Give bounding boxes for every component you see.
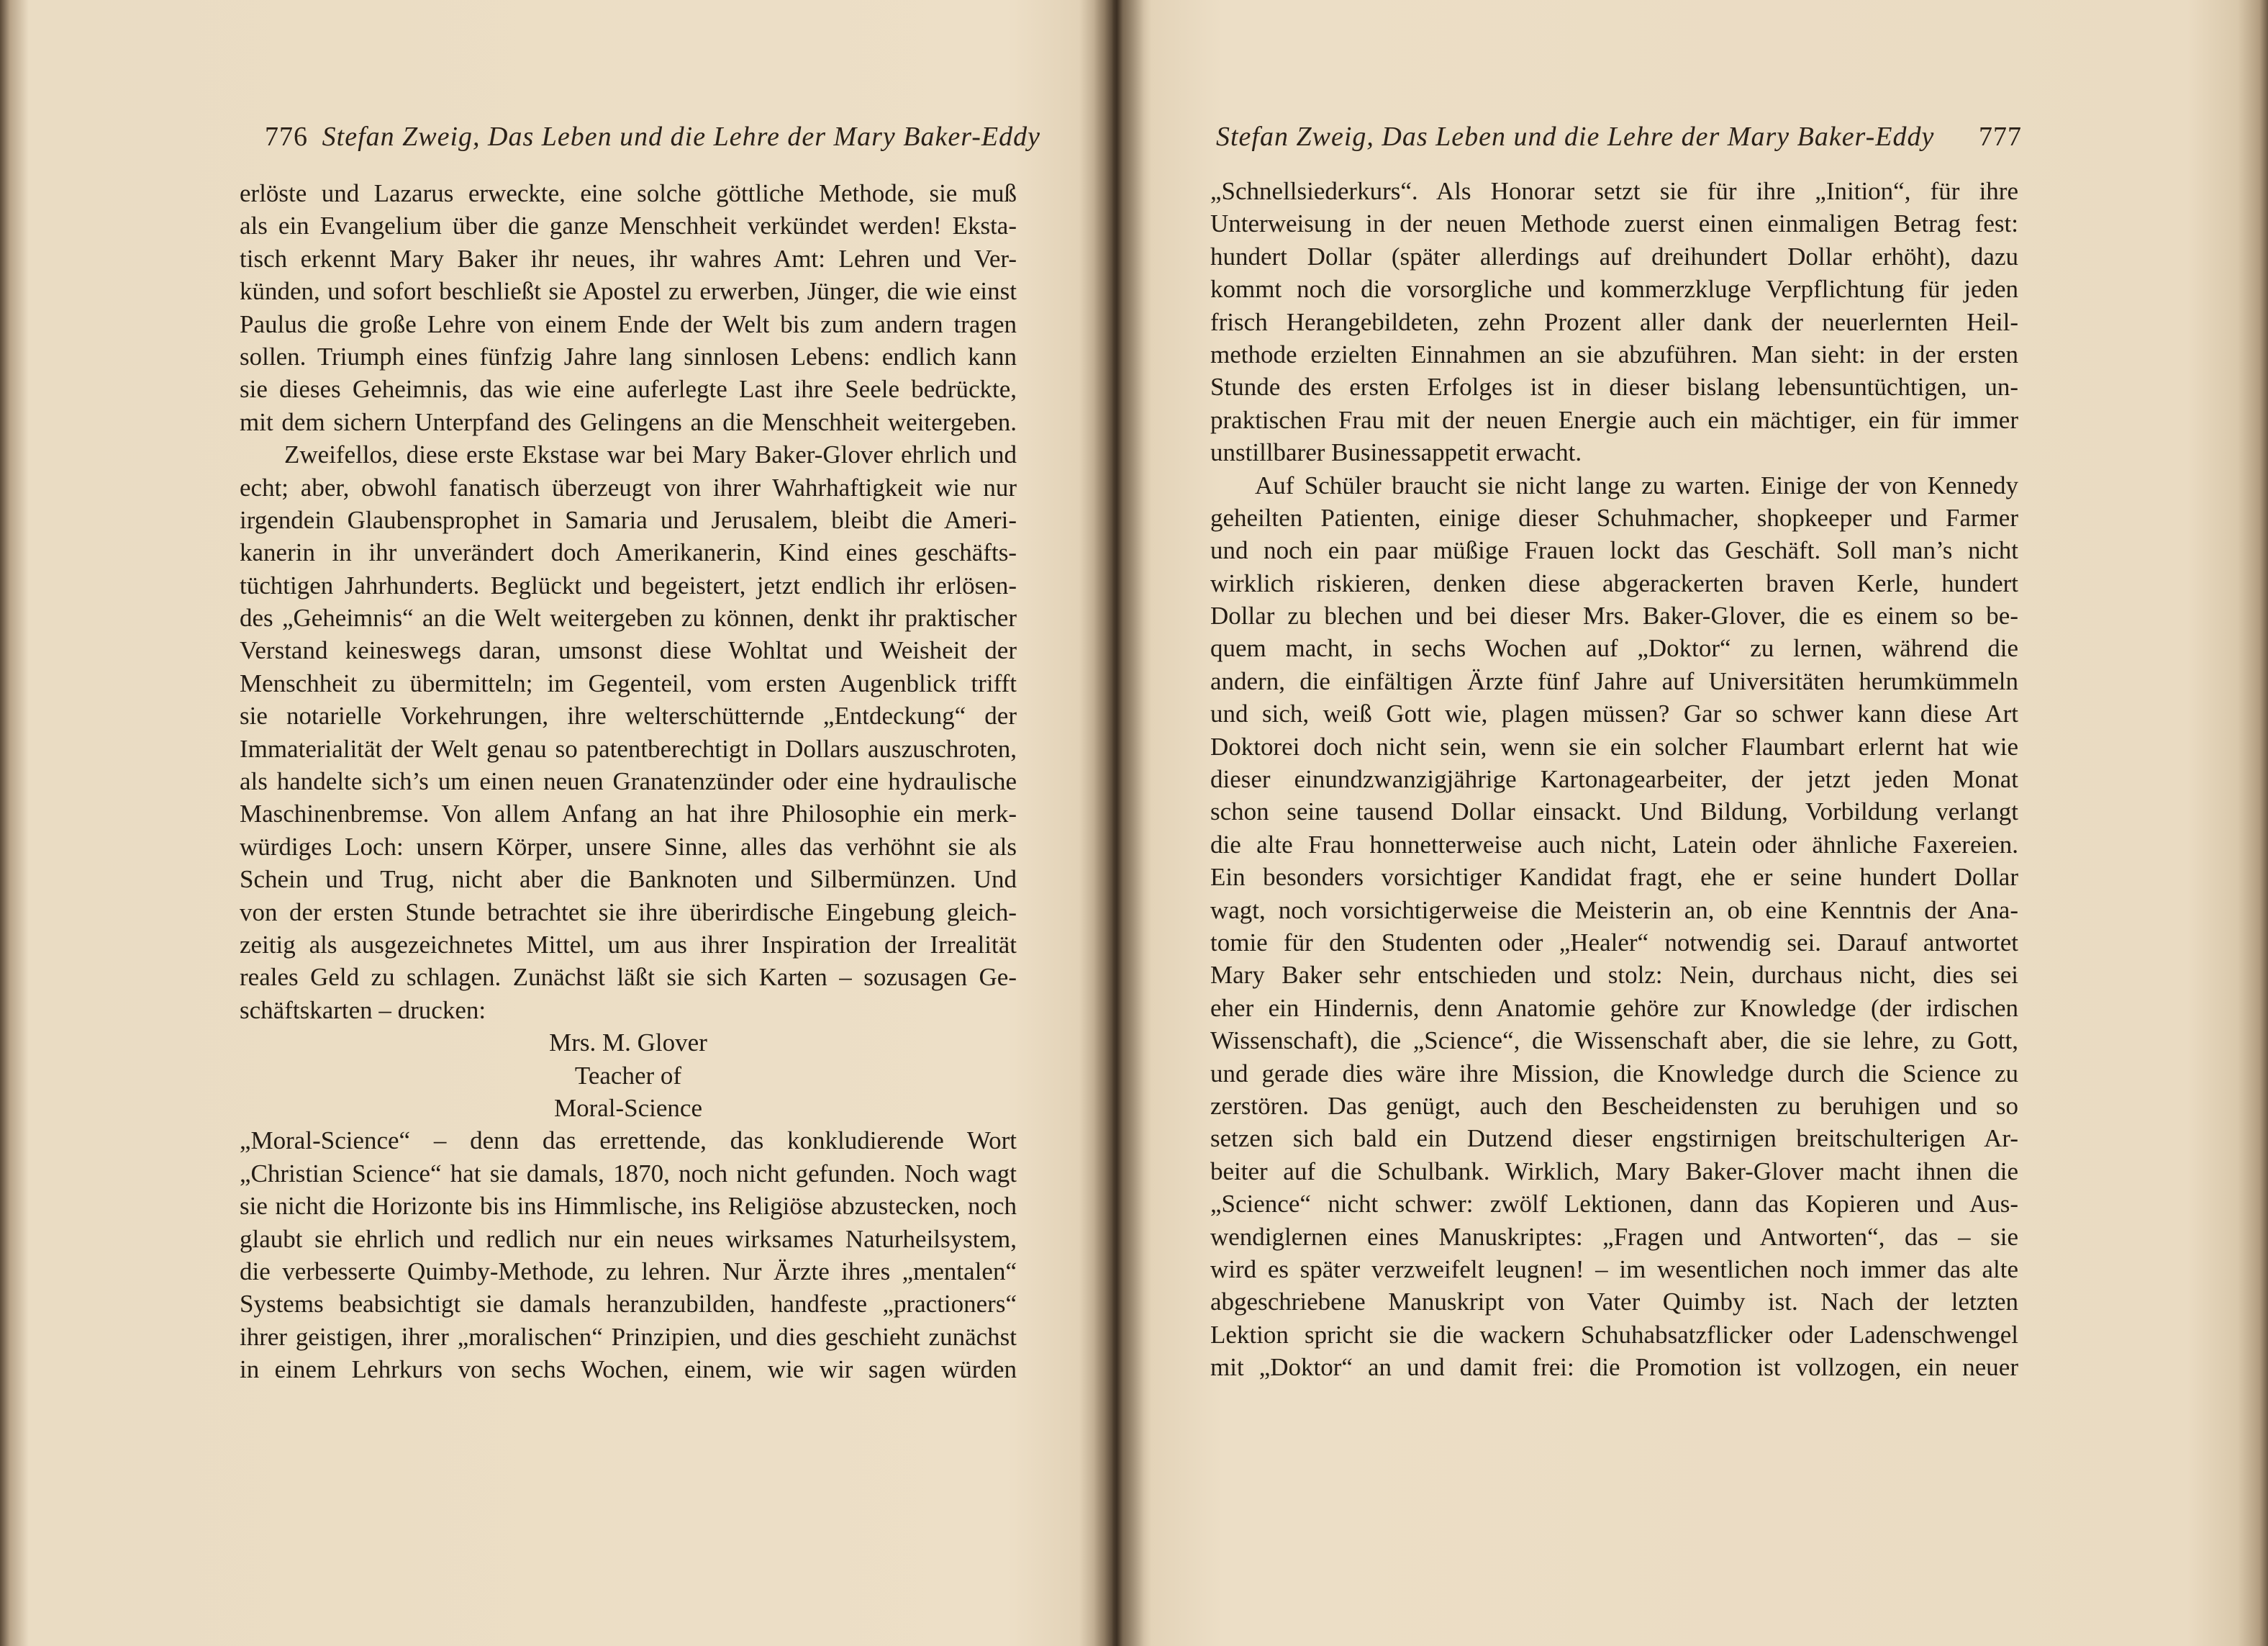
right-page — [1117, 0, 2268, 1646]
text-line: schon seine tausend Dollar einsackt. Und Bildung, Vorbildung verlangt — [1210, 797, 2018, 826]
text-line: unstillbarer Businessappetit erwacht. — [1210, 438, 1582, 467]
text-line: Zweifellos, diese erste Ekstase war bei Mary Baker-Glover ehrlich und — [284, 440, 1017, 469]
text-line: Immaterialität der Welt genau so patentberechtigt in Dollars auszuschroten, — [240, 734, 1017, 763]
text-line: geheilten Patienten, einige dieser Schuhmacher, shopkeeper und Farmer — [1210, 503, 2018, 532]
text-line: beiter auf die Schulbank. Wirklich, Mary Baker-Glover macht ihnen die — [1210, 1157, 2018, 1185]
text-line: kommt noch die vorsorgliche und kommerzkluge Verpflichtung für jeden — [1210, 275, 2018, 304]
text-line: zeitig als ausgezeichnetes Mittel, um aus ihrer Inspiration der Irrealität — [240, 930, 1017, 959]
text-line: wirklich riskieren, denken diese abgerackerten braven Kerle, hundert — [1210, 569, 2018, 597]
text-line: sie notarielle Vorkehrungen, ihre welterschütternde „Entdeckung“ der — [240, 702, 1017, 731]
text-line: Menschheit zu übermitteln; im Gegenteil, vom ersten Augenblick trifft — [240, 669, 1017, 697]
text-line: und gerade dies wäre ihre Mission, die Knowledge durch die Science zu — [1210, 1059, 2018, 1087]
text-line: praktischen Frau mit der neuen Energie auch ein mächtiger, ein für immer — [1210, 405, 2018, 434]
text-line: dieser einundzwanzigjährige Kartonagearbeiter, der jetzt jeden Monat — [1210, 765, 2018, 794]
text-line: reales Geld zu schlagen. Zunächst läßt sie sich Karten – sozusagen Ge- — [240, 963, 1017, 992]
card-line-name: Mrs. M. Glover — [549, 1028, 707, 1057]
text-line: Systems beabsichtigt sie damals heranzubilden, handfeste „practioners“ — [240, 1290, 1017, 1319]
text-line: künden, und sofort beschließt sie Apostel zu erwerben, Jünger, die wie einst — [240, 277, 1017, 306]
card-line-role: Teacher of — [574, 1061, 682, 1090]
text-line: Auf Schüler braucht sie nicht lange zu warten. Einige der von Kennedy — [1255, 471, 2018, 499]
text-line: in einem Lehrkurs von sechs Wochen, einem, wie wir sagen würden — [240, 1355, 1017, 1384]
text-line: mit „Doktor“ an und damit frei: die Promotion ist vollzogen, ein neuer — [1210, 1353, 2018, 1382]
text-line: Ein besonders vorsichtiger Kandidat fragt, ehe er seine hundert Dollar — [1210, 863, 2018, 892]
text-line: ihrer geistigen, ihrer „moralischen“ Prinzipien, und dies geschieht zunächst — [240, 1322, 1017, 1351]
text-line: und sich, weiß Gott wie, plagen müssen? Gar so schwer kann diese Art — [1210, 700, 2018, 728]
text-line: Lektion spricht sie die wackern Schuhabsatzflicker oder Ladenschwengel — [1210, 1320, 2018, 1349]
text-line: irgendein Glaubensprophet in Samaria und Jerusalem, bleibt die Ameri- — [240, 505, 1017, 534]
left-page-header — [265, 115, 1040, 158]
text-line: wird es später verzweifelt leugnen! – im wesentlichen noch immer das alte — [1210, 1254, 2018, 1283]
page-number: 777 — [1979, 122, 2022, 152]
text-line: sollen. Triumph eines fünfzig Jahre lang sinnlosen Lebens: endlich kann — [240, 342, 1017, 371]
text-line: echt; aber, obwohl fanatisch überzeugt von ihrer Wahrhaftigkeit wie nur — [240, 473, 1017, 502]
text-line: kanerin in ihr unverändert doch Amerikanerin, Kind eines geschäfts- — [240, 538, 1017, 567]
text-line: „Christian Science“ hat sie damals, 1870, noch nicht gefunden. Noch wagt — [240, 1159, 1017, 1188]
left-page-body — [240, 177, 1017, 1385]
text-line: Unterweisung in der neuen Methode zuerst einen einmaligen Betrag fest: — [1210, 209, 2018, 238]
text-line: Schein und Trug, nicht aber die Banknoten und Silbermünzen. Und — [240, 865, 1017, 894]
text-line: tomie für den Studenten oder „Healer“ notwendig sei. Darauf antwortet — [1210, 928, 2018, 957]
text-line: Verstand keineswegs daran, umsonst diese Wohltat und Weisheit der — [240, 636, 1017, 665]
text-line: als ein Evangelium über die ganze Menschheit verkündet werden! Eksta- — [240, 212, 1017, 240]
text-line: Dollar zu blechen und bei dieser Mrs. Baker-Glover, die es einem so be- — [1210, 602, 2018, 630]
text-line: „Science“ nicht schwer: zwölf Lektionen, dann das Kopieren und Aus- — [1210, 1190, 2018, 1218]
text-line: tisch erkennt Mary Baker ihr neues, ihr wahres Amt: Lehren und Ver- — [240, 244, 1017, 273]
text-line: Doktorei doch nicht sein, wenn sie ein solcher Flaumbart erlernt hat wie — [1210, 732, 2018, 761]
text-line: methode erzielten Einnahmen an sie abzuführen. Man sieht: in der ersten — [1210, 340, 2018, 368]
text-line: mit dem sichern Unterpfand des Gelingens an die Menschheit weitergeben. — [240, 407, 1017, 436]
running-title: Stefan Zweig, Das Leben und die Lehre der Mary Baker-Eddy — [1216, 122, 1935, 152]
text-line: wagt, noch vorsichtigerweise die Meisterin an, ob eine Kenntnis der Ana- — [1210, 895, 2018, 924]
text-line: tüchtigen Jahrhunderts. Beglückt und begeistert, jetzt endlich ihr erlösen- — [240, 571, 1017, 600]
text-line: die alte Frau honnetterweise auch nicht, Latein oder ähnliche Faxereien. — [1210, 830, 2018, 859]
card-line-subject: Moral-Science — [553, 1093, 703, 1122]
text-line: glaubt sie ehrlich und redlich nur ein neues wirksames Naturheilsystem, — [240, 1224, 1017, 1253]
text-line: von der ersten Stunde betrachtet sie ihre überirdische Eingebung gleich- — [240, 897, 1017, 926]
left-page — [0, 0, 1112, 1646]
text-line: „Schnellsiederkurs“. Als Honorar setzt sie für ihre „Inition“, für ihre — [1210, 177, 2018, 205]
page-number: 776 — [265, 122, 308, 152]
text-line: Maschinenbremse. Von allem Anfang an hat ihre Philosophie ein merk- — [240, 800, 1017, 828]
text-line: erlöste und Lazarus erweckte, eine solche göttliche Methode, sie muß — [240, 179, 1017, 207]
text-line: Stunde des ersten Erfolges ist in dieser bislang lebensuntüchtigen, un- — [1210, 373, 2018, 402]
text-line: frisch Herangebildeten, zehn Prozent aller dank der neuerlernten Heil- — [1210, 307, 2018, 336]
text-line: zerstören. Das genügt, auch den Bescheidensten zu beruhigen und so — [1210, 1091, 2018, 1120]
text-line: würdiges Loch: unsern Körper, unsere Sinne, alles das verhöhnt sie als — [240, 832, 1017, 861]
text-line: setzen sich bald ein Dutzend dieser engstirnigen breitschulterigen Ar- — [1210, 1124, 2018, 1153]
text-line: wendiglernen eines Manuskriptes: „Fragen und Antworten“, das – sie — [1210, 1222, 2018, 1251]
text-line: abgeschriebene Manuskript von Vater Quimby ist. Nach der letzten — [1210, 1288, 2018, 1316]
text-line: Paulus die große Lehre von einem Ende der Welt bis zum andern tragen — [240, 309, 1017, 338]
right-page-header — [1216, 115, 2022, 158]
running-title: Stefan Zweig, Das Leben und die Lehre der Mary Baker-Eddy — [322, 122, 1040, 152]
text-line: des „Geheimnis“ an die Welt weitergeben zu können, denkt ihr praktischer — [240, 604, 1017, 633]
text-line: hundert Dollar (später allerdings auf dreihundert Dollar erhöht), dazu — [1210, 242, 2018, 271]
text-line: Wissenschaft), die „Science“, die Wissenschaft aber, die sie lehre, zu Gott, — [1210, 1026, 2018, 1055]
right-page-body — [1210, 175, 2018, 1383]
text-line: sie dieses Geheimnis, das wie eine auferlegte Last ihre Seele bedrückte, — [240, 375, 1017, 404]
text-line: sie nicht die Horizonte bis ins Himmlische, ins Religiöse abzustecken, noch — [240, 1192, 1017, 1221]
text-line: schäftskarten – drucken: — [240, 995, 486, 1024]
text-line: eher ein Hindernis, denn Anatomie gehöre zur Knowledge (der irdischen — [1210, 993, 2018, 1022]
text-line: als handelte sich’s um einen neuen Granatenzünder oder eine hydraulische — [240, 767, 1017, 796]
text-line: und noch ein paar müßige Frauen lockt das Geschäft. Soll man’s nicht — [1210, 536, 2018, 565]
text-line: Mary Baker sehr entschieden und stolz: Nein, durchaus nicht, dies sei — [1210, 961, 2018, 990]
text-line: „Moral-Science“ – denn das errettende, das konkludierende Wort — [240, 1126, 1017, 1155]
text-line: quem macht, in sechs Wochen auf „Doktor“ zu lernen, während die — [1210, 634, 2018, 663]
text-line: andern, die einfältigen Ärzte fünf Jahre auf Universitäten herumkümmeln — [1210, 666, 2018, 695]
text-line: die verbesserte Quimby-Methode, zu lehren. Nur Ärzte ihres „mentalen“ — [240, 1257, 1017, 1285]
